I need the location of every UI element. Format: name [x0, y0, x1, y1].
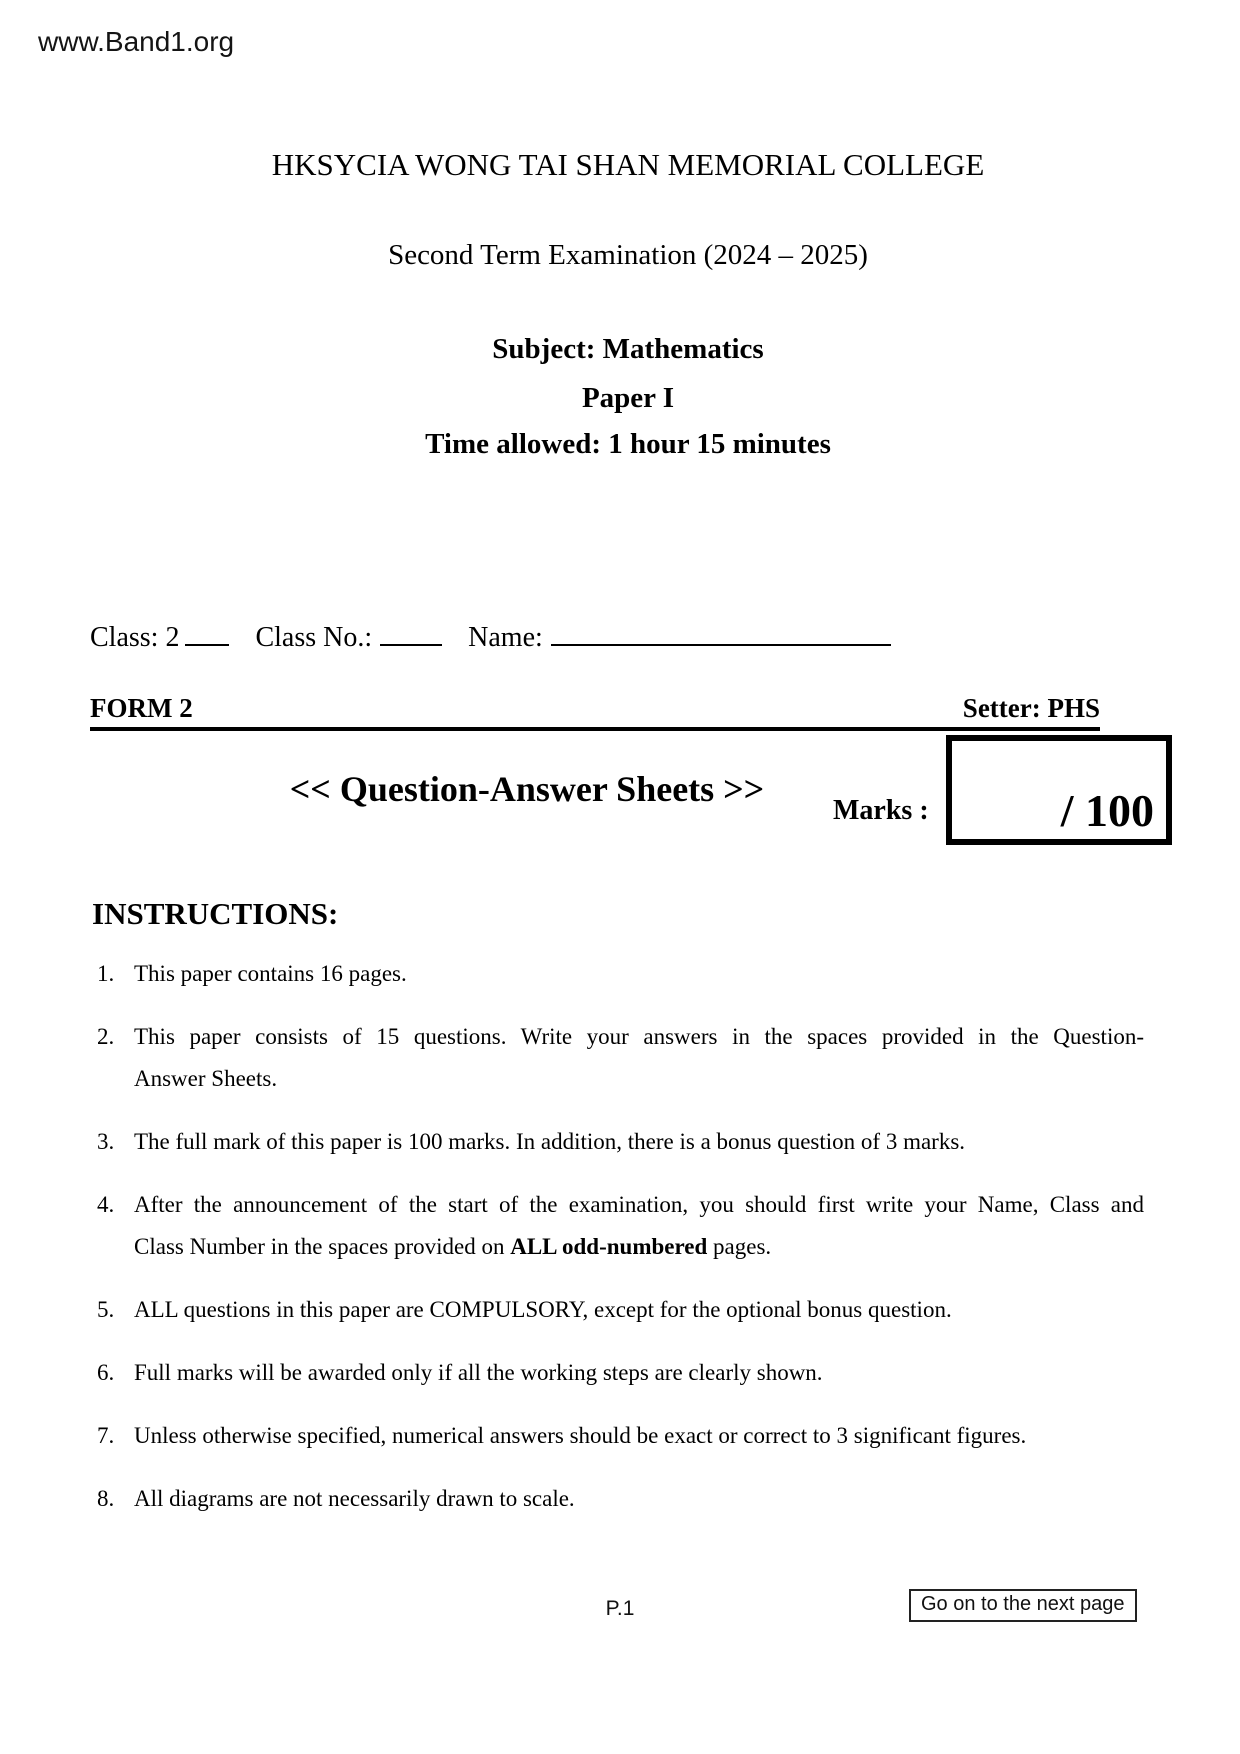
instruction-number: 5. [97, 1297, 115, 1322]
name-label: Name: [468, 622, 543, 653]
instruction-number: 7. [97, 1423, 115, 1448]
next-page-label: Go on to the next page [921, 1593, 1125, 1615]
instruction-number: 1. [97, 961, 115, 986]
next-page-box [909, 1589, 1137, 1622]
instruction-item [97, 1289, 1144, 1331]
instruction-number: 8. [97, 1486, 115, 1511]
instruction-item [97, 1415, 1144, 1457]
subject-line: Subject: Mathematics [492, 333, 764, 365]
school-name: HKSYCIA WONG TAI SHAN MEMORIAL COLLEGE [271, 147, 985, 182]
sheet-title: << Question-Answer Sheets >> [289, 769, 765, 809]
watermark-url: www.Band1.org [38, 26, 235, 57]
class-label: Class: 2 [90, 622, 180, 653]
instruction-line: This paper consists of 15 questions. Write your answers in the spaces provided in the Question- [134, 1024, 1144, 1049]
form-label: FORM 2 [90, 693, 193, 723]
class-no-label: Class No.: [255, 622, 373, 653]
instruction-item [97, 1352, 1144, 1394]
marks-value: / 100 [1060, 785, 1154, 836]
instruction-line: Class Number in the spaces provided on ALL odd-numbered pages. [134, 1234, 772, 1259]
instruction-line: ALL questions in this paper are COMPULSORY, except for the optional bonus question. [134, 1297, 952, 1322]
name-blank [551, 618, 891, 646]
instructions-list [97, 953, 1144, 1541]
class-no-blank [380, 618, 442, 646]
paper-line: Paper I [581, 382, 675, 414]
instruction-line: Unless otherwise specified, numerical answers should be exact or correct to 3 significant figures. [134, 1423, 1027, 1448]
time-allowed-line: Time allowed: 1 hour 15 minutes [425, 428, 831, 460]
page-number: P.1 [605, 1597, 635, 1620]
instruction-number: 2. [97, 1024, 115, 1049]
class-group [90, 618, 229, 654]
instruction-item [97, 1016, 1144, 1100]
instruction-number: 3. [97, 1129, 115, 1154]
setter-label: Setter: PHS [962, 693, 1100, 723]
instruction-number: 4. [97, 1192, 115, 1217]
instruction-item [97, 1184, 1144, 1268]
instruction-line: All diagrams are not necessarily drawn to scale. [134, 1486, 575, 1511]
instructions-heading: INSTRUCTIONS: [92, 896, 339, 931]
class-no-group [255, 618, 442, 654]
instruction-number: 6. [97, 1360, 115, 1385]
exam-title: Second Term Examination (2024 – 2025) [388, 239, 868, 271]
form-setter-row [90, 694, 1100, 731]
marks-label: Marks : [833, 795, 929, 826]
instruction-item [97, 1478, 1144, 1520]
instruction-line: Answer Sheets. [134, 1066, 278, 1091]
instruction-line: Full marks will be awarded only if all the working steps are clearly shown. [134, 1360, 823, 1385]
instruction-line: This paper contains 16 pages. [134, 961, 407, 986]
instruction-line: The full mark of this paper is 100 marks. In addition, there is a bonus question of 3 marks. [134, 1129, 966, 1154]
class-blank [185, 618, 229, 646]
name-group [468, 618, 891, 654]
instruction-line: After the announcement of the start of the examination, you should first write your Name, Class and [134, 1192, 1144, 1217]
instruction-item [97, 1121, 1144, 1163]
marks-box [946, 735, 1172, 845]
instruction-item [97, 953, 1144, 995]
student-info-line [90, 618, 891, 654]
